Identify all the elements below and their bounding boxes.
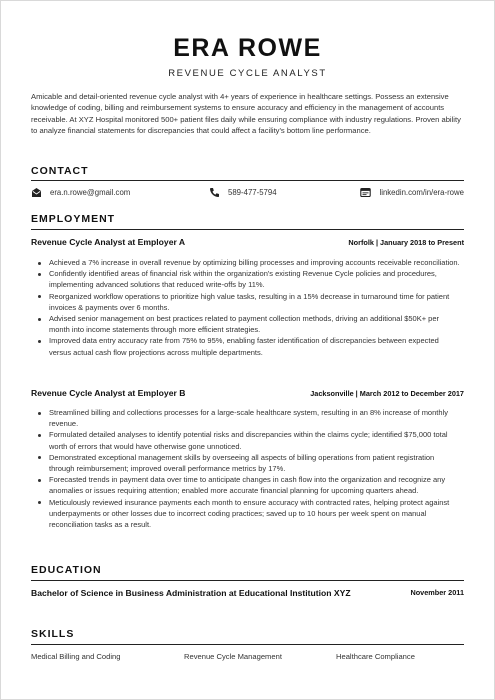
job-bullets-b — [31, 407, 460, 530]
skills-divider — [31, 644, 464, 645]
summary-paragraph: Amicable and detail-oriented revenue cycle analyst with 4+ years of experience in healthcare settings. Possess an extensive knowledge of coding, billing and reimbursement systems to ensure accuracy and efficiency in the management of accounts receivable. At XYZ Hospital monitored 500+ patient files daily while ensuring compliance with industry regulations. Proven ability to analyze financial statements for discrepancies that could affect a facility's bottom line performance. — [31, 92, 461, 135]
email-text: era.n.rowe@gmail.com — [50, 188, 131, 197]
contact-linkedin[interactable] — [360, 187, 464, 198]
education-date: November 2011 — [410, 588, 464, 597]
list-item: Streamlined billing and collections processes for a large-scale healthcare system, resulting in an 8% increase of monthly revenue. — [31, 407, 460, 429]
list-item: Advised senior management on best practices related to payment collection methods, driving an additional $50K+ per month into income statements through more efficient strategies. — [31, 313, 460, 335]
envelope-icon — [31, 187, 42, 198]
list-item: Reorganized workflow operations to prioritize high value tasks, resulting in a 15% decrease in turnaround time for patient invoices & payments over 6 months. — [31, 291, 460, 313]
job-role: Revenue Cycle Analyst at Employer A — [31, 237, 186, 247]
phone-text: 589-477-5794 — [228, 188, 277, 197]
contact-email[interactable] — [31, 187, 130, 198]
skill-item: Healthcare Compliance — [336, 652, 415, 661]
browser-icon — [360, 187, 371, 198]
skills-list — [31, 652, 464, 664]
education-divider — [31, 580, 464, 581]
contact-phone[interactable] — [209, 187, 277, 198]
list-item: Meticulously reviewed insurance payments each month to ensure accuracy with contracted rates, helping protect against underpayments or other losses due to incorrect coding practices; saved up to 10 hours per week spent on manual reconciliation tasks as a result. — [31, 497, 460, 531]
employment-divider — [31, 229, 464, 230]
job-location-dates: Norfolk | January 2018 to Present — [348, 238, 464, 247]
job-header-b — [31, 388, 464, 400]
phone-icon — [209, 187, 220, 198]
list-item: Achieved a 7% increase in overall revenue by optimizing billing processes and improving accounts receivable reconciliation. — [31, 257, 460, 268]
list-item: Forecasted trends in payment data over time to anticipate changes in cash flow into the organization and recognize any anomalies or issues requiring attention; enabled more accurate financial planning for upcoming quarters ahead. — [31, 474, 460, 496]
skill-item: Revenue Cycle Management — [184, 652, 282, 661]
contact-heading: CONTACT — [31, 165, 89, 177]
education-heading: EDUCATION — [31, 564, 102, 576]
contact-divider — [31, 180, 464, 181]
list-item: Formulated detailed analyses to identify potential risks and discrepancies within the claims cycle; identified $75,000 total worth of errors that would have otherwise gone unnoticed. — [31, 429, 460, 451]
list-item: Confidently identified areas of financial risk within the organization's existing Revenue Cycle policies and procedures, implementing advanced solutions that reduced write-offs by 11%. — [31, 268, 460, 290]
job-role: Revenue Cycle Analyst at Employer B — [31, 388, 186, 398]
candidate-title: REVENUE CYCLE ANALYST — [168, 68, 327, 79]
skill-item: Medical Billing and Coding — [31, 652, 121, 661]
linkedin-text: linkedin.com/in/era-rowe — [379, 188, 464, 197]
job-bullets-a — [31, 257, 460, 358]
job-location-dates: Jacksonville | March 2012 to December 2017 — [310, 389, 464, 398]
education-degree: Bachelor of Science in Business Administration at Educational Institution XYZ — [31, 588, 351, 598]
job-header-a — [31, 237, 464, 249]
skills-heading: SKILLS — [31, 628, 75, 640]
employment-heading: EMPLOYMENT — [31, 213, 116, 225]
candidate-name: ERA ROWE — [173, 34, 322, 62]
list-item: Improved data entry accuracy rate from 75% to 95%, enabling faster identification of discrepancies between expected versus actual cash flow projections across multiple departments. — [31, 335, 460, 357]
list-item: Demonstrated exceptional management skills by overseeing all aspects of billing operations from patient registration through reimbursement; improved overall performance metrics by 17%. — [31, 452, 460, 474]
contact-row — [31, 187, 464, 201]
